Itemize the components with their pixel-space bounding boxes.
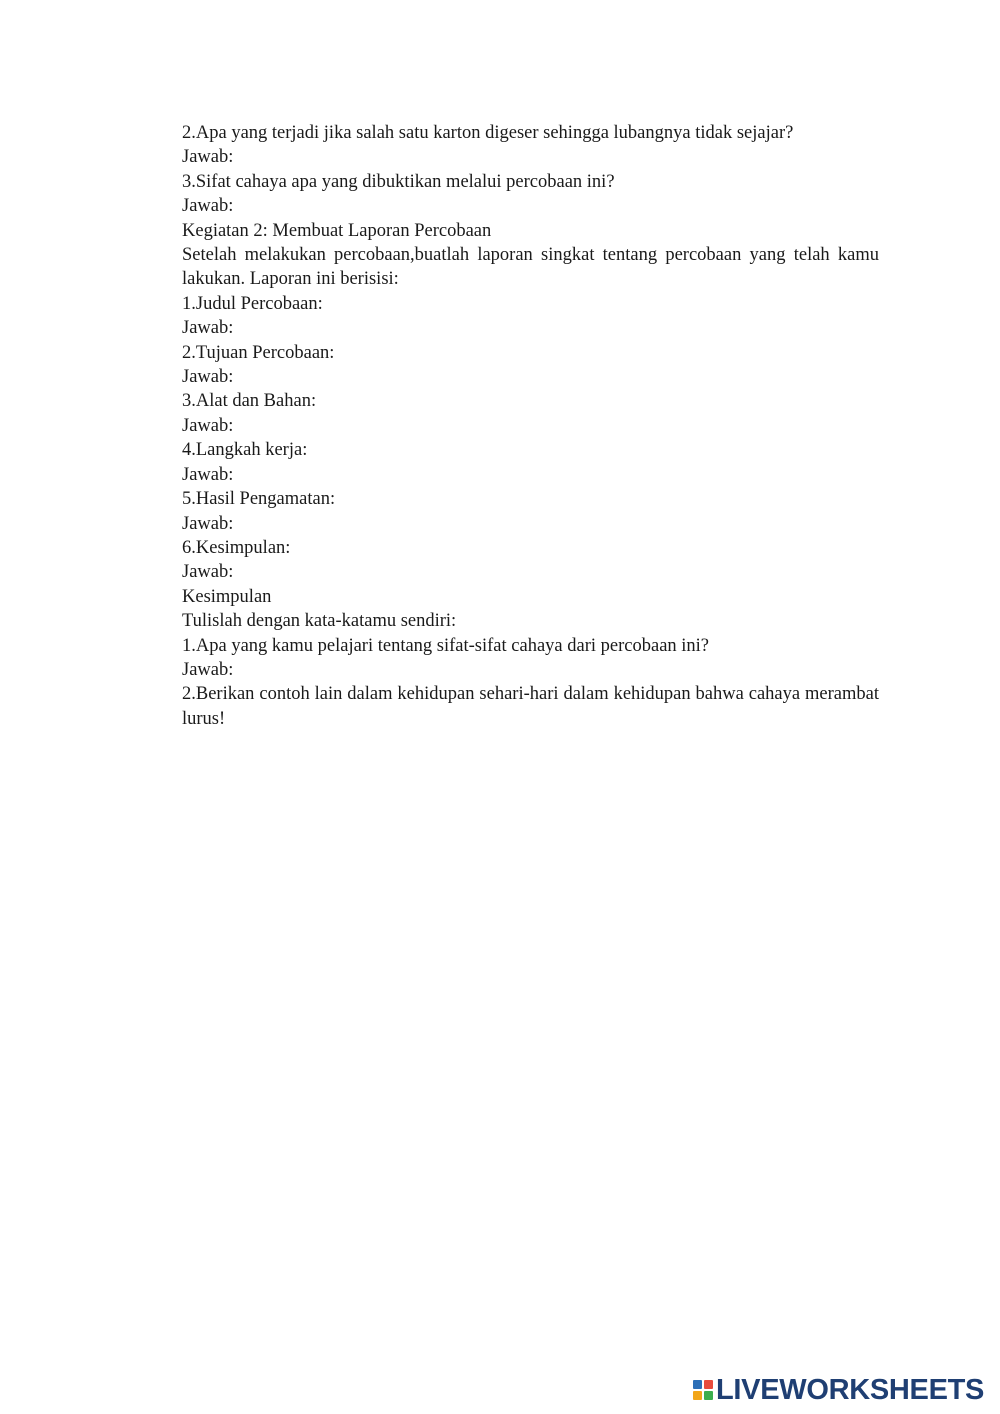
report-item-steps: 4.Langkah kerja:	[182, 440, 308, 461]
liveworksheets-watermark	[693, 1373, 985, 1406]
answer-label: Jawab:	[182, 464, 234, 485]
answer-label: Jawab:	[182, 147, 234, 168]
liveworksheets-logo-icon	[693, 1380, 713, 1400]
conclusion-question-1: 1.Apa yang kamu pelajari tentang sifat-sifat cahaya dari percobaan ini?	[182, 635, 710, 656]
answer-label: Jawab:	[182, 367, 234, 388]
watermark-text: LIVEWORKSHEETS	[716, 1373, 985, 1406]
answer-label: Jawab:	[182, 562, 234, 583]
answer-label: Jawab:	[182, 415, 234, 436]
report-item-goal: 2.Tujuan Percobaan:	[182, 342, 335, 363]
answer-label: Jawab:	[182, 318, 234, 339]
report-item-title: 1.Judul Percobaan:	[182, 293, 323, 314]
report-item-observations: 5.Hasil Pengamatan:	[182, 489, 336, 510]
report-item-materials: 3.Alat dan Bahan:	[182, 391, 317, 412]
conclusion-instruction: Tulislah dengan kata-katamu sendiri:	[182, 611, 457, 632]
worksheet-content	[182, 121, 879, 731]
conclusion-question-2: 2.Berikan contoh lain dalam kehidupan sehari-hari dalam kehidupan bahwa cahaya merambat lurus!	[182, 684, 879, 729]
activity-2-heading: Kegiatan 2: Membuat Laporan Percobaan	[182, 220, 492, 241]
instruction-paragraph: Setelah melakukan percobaan,buatlah laporan singkat tentang percobaan yang telah kamu lakukan. Laporan ini berisisi:	[182, 245, 879, 290]
answer-label: Jawab:	[182, 513, 234, 534]
question-3-text: 3.Sifat cahaya apa yang dibuktikan melalui percobaan ini?	[182, 171, 615, 192]
conclusion-heading: Kesimpulan	[182, 586, 272, 607]
report-item-conclusion: 6.Kesimpulan:	[182, 537, 291, 558]
answer-label: Jawab:	[182, 196, 234, 217]
answer-label: Jawab:	[182, 659, 234, 680]
question-2-text: 2.Apa yang terjadi jika salah satu karton digeser sehingga lubangnya tidak sejajar?	[182, 123, 794, 143]
